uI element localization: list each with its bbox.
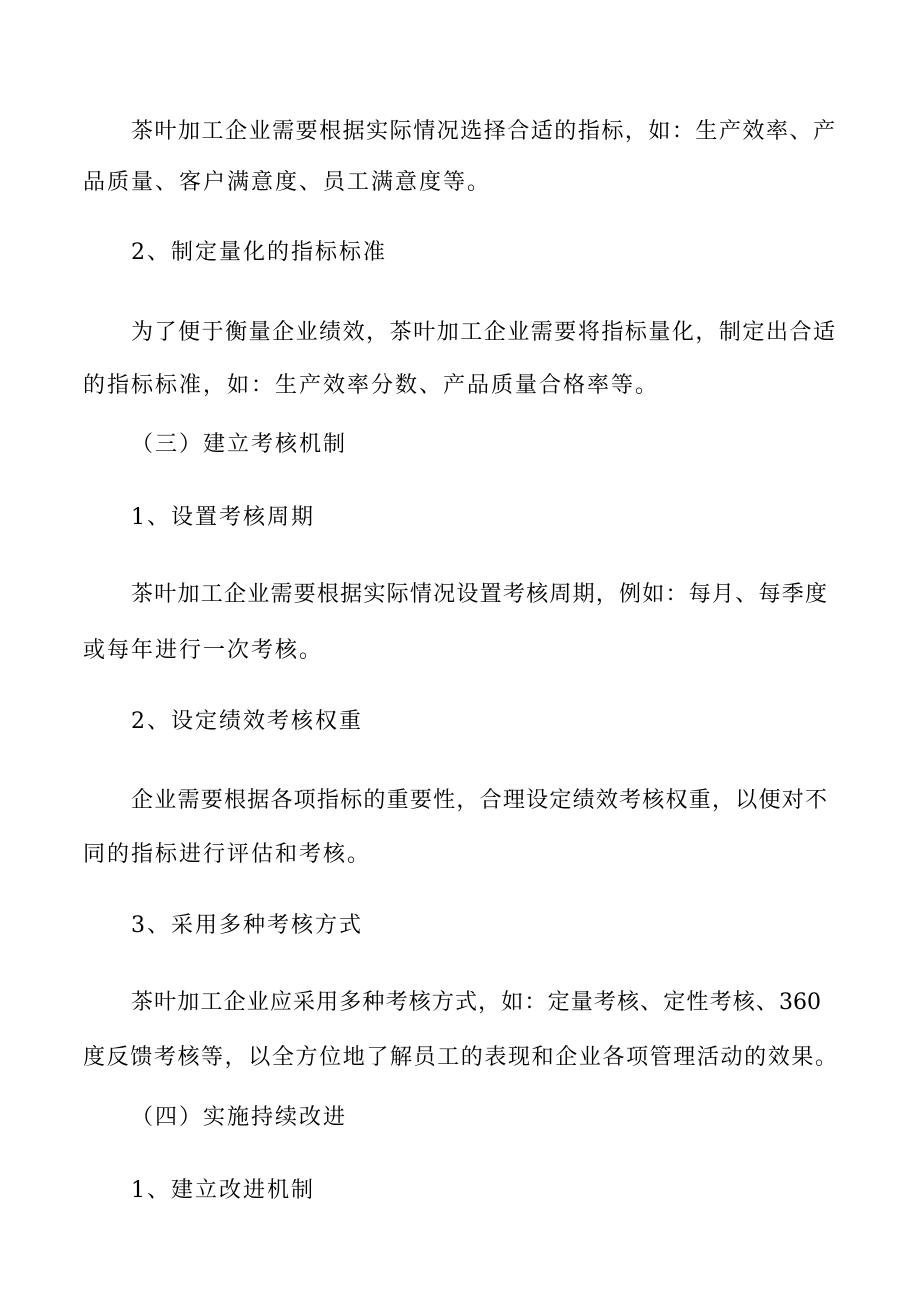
paragraph-line: 茶叶加工企业需要根据实际情况设置考核周期，例如：每月、每季度 (131, 582, 827, 607)
paragraph-line: 茶叶加工企业需要根据实际情况选择合适的指标，如：生产效率、产 (131, 119, 835, 144)
paragraph-line: 为了便于衡量企业绩效，茶叶加工企业需要将指标量化，制定出合适 (131, 320, 835, 345)
paragraph-line: 的指标标准，如：生产效率分数、产品质量合格率等。 (83, 373, 660, 398)
paragraph-line: 同的指标进行评估和考核。 (83, 842, 372, 867)
paragraph-line: 度反馈考核等，以全方位地了解员工的表现和企业各项管理活动的效果。 (83, 1045, 837, 1070)
subheading: 2、制定量化的指标标准 (131, 240, 387, 265)
paragraph-line: 或每年进行一次考核。 (83, 638, 324, 663)
subheading: 2、设定绩效考核权重 (131, 709, 363, 734)
section-heading: （三）建立考核机制 (131, 432, 348, 457)
subheading: 3、采用多种考核方式 (131, 913, 363, 938)
paragraph-line: 企业需要根据各项指标的重要性，合理设定绩效考核权重，以便对不 (131, 788, 827, 813)
paragraph-line: 茶叶加工企业应采用多种考核方式，如：定量考核、定性考核、360 (131, 990, 821, 1015)
subheading: 1、设置考核周期 (131, 505, 315, 530)
subheading: 1、建立改进机制 (131, 1178, 315, 1203)
section-heading: （四）实施持续改进 (131, 1105, 348, 1130)
paragraph-line: 品质量、客户满意度、员工满意度等。 (83, 170, 492, 195)
